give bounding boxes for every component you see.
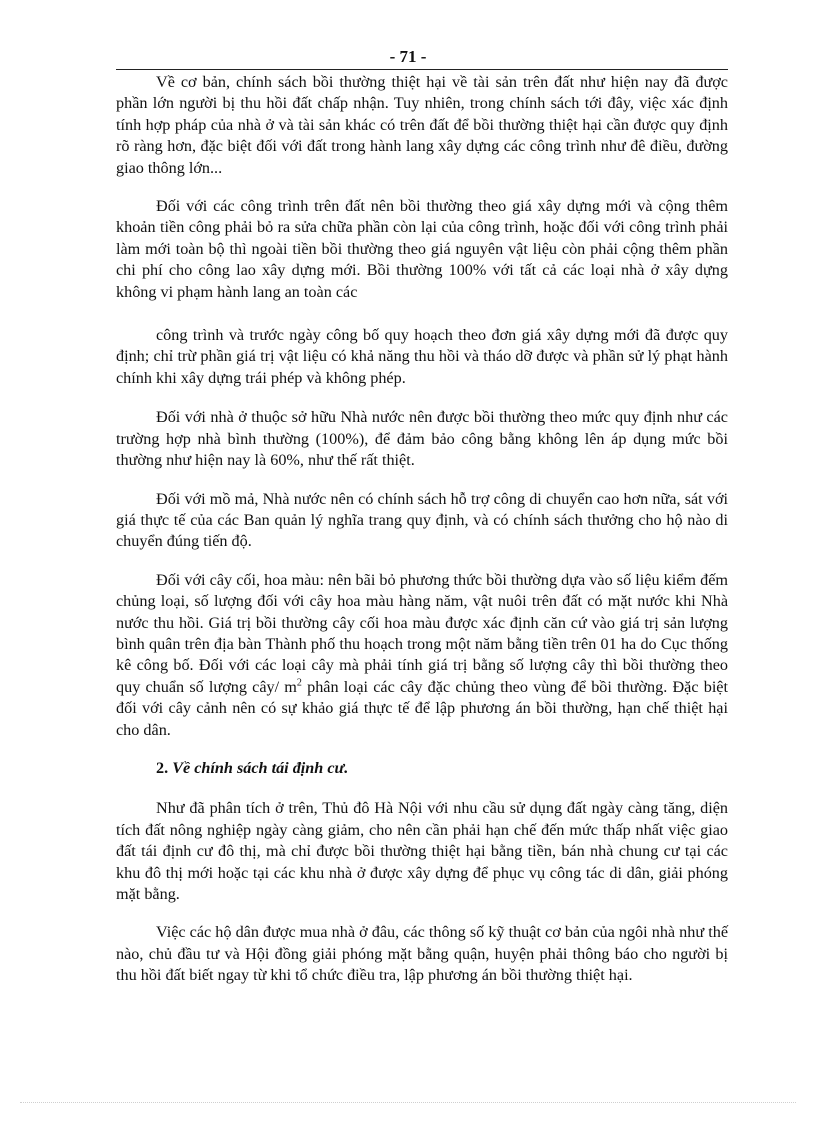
paragraph-construction-compensation: Đối với các công trình trên đất nên bồi thường theo giá xây dựng mới và cộng thêm khoản tiền công phải bỏ ra sửa chữa phần còn lại của công trình, hoặc đối với công trình phải làm mới toàn bộ thì ngoài tiền bồi thường theo giá nguyên vật liệu còn phải cộng thêm phần chi phí cho công lao xây dựng mới. Bồi thường 100% với tất cả các loại nhà ở xây dựng không vi phạm hành lang an toàn các <box>116 197 728 301</box>
header-rule <box>116 69 728 70</box>
trees-crops-text: Đối với cây cối, hoa màu: nên bãi bỏ phương thức bồi thường dựa vào số liệu kiểm đếm chủng loại, số lượng đối với cây hoa màu hàng năm, vật nuôi trên đất có mặt nước khi Nhà nước thu hồi. Giá trị bồi thường cây cối hoa màu được xác định căn cứ vào giá trị sản lượng bình quân trên địa bàn Thành phố thu hoạch trong một năm bằng tiền trên 01 ha do Cục thống kê công bố. Đối với các loại cây mà phải tính giá trị bằng số lượng cây thì bồi thường theo quy chuẩn số lượng cây/ m <box>116 570 728 696</box>
paragraph-trees-crops <box>116 570 728 741</box>
paragraph-construction-compensation-continued: công trình và trước ngày công bố quy hoạch theo đơn giá xây dựng mới đã được quy định; chỉ trừ phần giá trị vật liệu có khả năng thu hồi và tháo dỡ được và phần sử lý phạt hành chính khi xây dựng trái phép và không phép. <box>116 326 728 387</box>
document-body <box>116 72 728 1004</box>
section-title: Về chính sách tái định cư. <box>172 758 349 777</box>
paragraph-resettlement-analysis: Như đã phân tích ở trên, Thủ đô Hà Nội với nhu cầu sử dụng đất ngày càng tăng, diện tích đất nông nghiệp ngày càng giảm, cho nên cần phải hạn chế đến mức thấp nhất việc giao đất tái định cư đô thị, mà chỉ được bồi thường thiệt hại bằng tiền, bán nhà chung cư tại các khu đô thị mới hoặc tại các khu nhà ở được xây dựng để phục vụ công tác di dân, giải phóng mặt bằng. <box>116 799 728 903</box>
trees-crops-text-tail: phân loại các cây đặc chủng theo vùng để bồi thường. Đặc biệt đối với cây cảnh nên có sự khảo giá thực tế để lập phương án bồi thường, hạn chế thiệt hại cho dân. <box>116 677 728 739</box>
paragraph-resettlement-notification: Việc các hộ dân được mua nhà ở đâu, các thông số kỹ thuật cơ bản của ngôi nhà như thế nào, chủ đầu tư và Hội đồng giải phóng mặt bằng quận, huyện phải thông báo cho người bị thu hồi đất biết ngay từ khi tổ chức điều tra, lập phương án bồi thường thiệt hại. <box>116 923 728 985</box>
section-number: 2. <box>156 758 169 777</box>
footer-rule <box>20 1102 796 1103</box>
paragraph-compensation-overview: Về cơ bản, chính sách bồi thường thiệt hại về tài sản trên đất như hiện nay đã được phần lớn người bị thu hồi đất chấp nhận. Tuy nhiên, trong chính sách tới đây, việc xác định tính hợp pháp của nhà ở và tài sản khác có trên đất để bồi thường thiệt hại cần được quy định rõ ràng hơn, đặc biệt đối với đất trong hành lang xây dựng các công trình như đê điều, đường giao thông lớn... <box>116 73 728 177</box>
paragraph-state-owned-housing: Đối với nhà ở thuộc sở hữu Nhà nước nên được bồi thường theo mức quy định như các trường hợp nhà bình thường (100%), để đảm bảo công bằng không lên áp dụng mức bồi thường như hiện nay là 60%, như thế rất thiệt. <box>116 408 728 470</box>
paragraph-graves: Đối với mồ mả, Nhà nước nên có chính sách hỗ trợ công di chuyển cao hơn nữa, sát với giá thực tế của các Ban quản lý nghĩa trang quy định, và có chính sách thưởng cho hộ nào di chuyển đúng tiến độ. <box>116 489 728 551</box>
superscript-exponent: 2 <box>296 677 302 689</box>
page-number: - 71 - <box>389 47 427 66</box>
section-heading <box>116 758 728 779</box>
